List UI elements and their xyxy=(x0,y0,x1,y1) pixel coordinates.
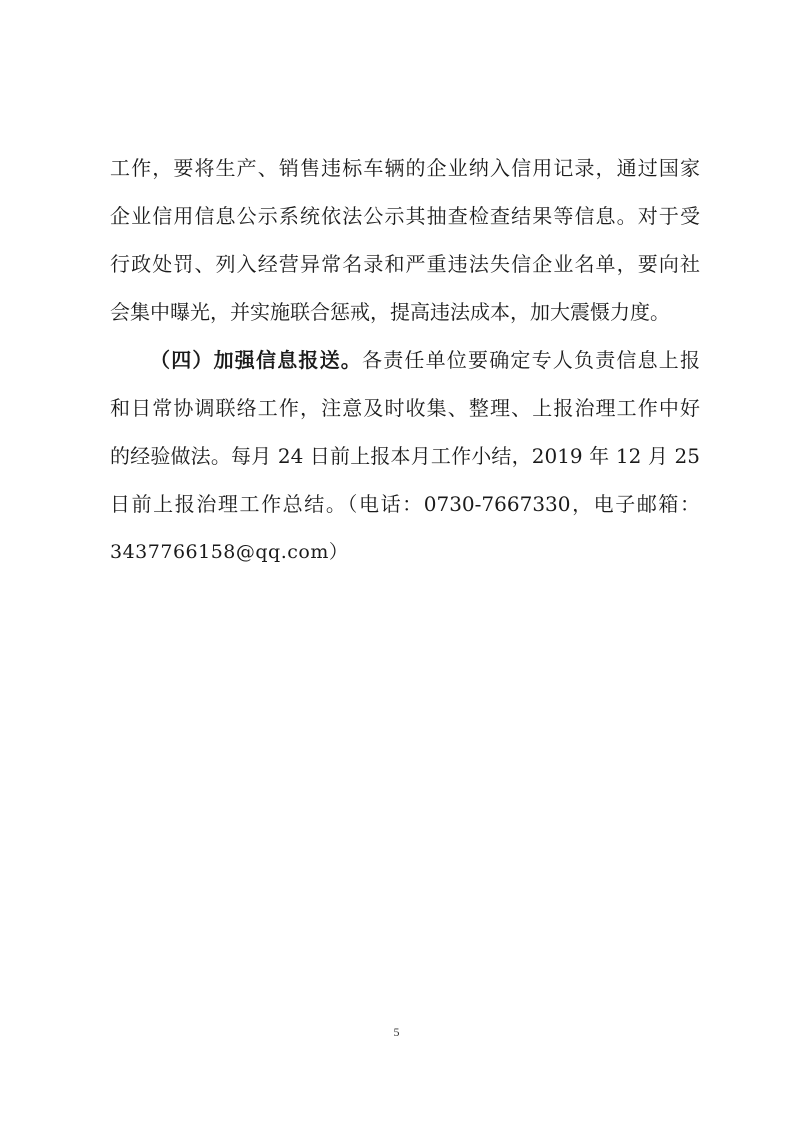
paragraph-line: 行政处罚、列入经营异常名录和严重违法失信企业名单，要向社 xyxy=(110,252,700,276)
paragraph-line: 会集中曝光，并实施联合惩戒，提高违法成本，加大震慑力度。 xyxy=(110,300,670,324)
paragraph-line: 企业信用信息公示系统依法公示其抽查检查结果等信息。对于受 xyxy=(110,204,700,228)
section-heading: （四）加强信息报送。 xyxy=(150,348,362,372)
paragraph-line: 日前上报治理工作总结。（电话：0730-7667330，电子邮箱： xyxy=(110,492,700,516)
body-text xyxy=(110,144,700,576)
page-number: 5 xyxy=(393,1025,400,1039)
section-heading-line xyxy=(110,336,700,384)
paragraph-line: 3437766158@qq.com） xyxy=(110,541,349,563)
paragraph-line: 的经验做法。每月 24 日前上报本月工作小结，2019 年 12 月 25 xyxy=(110,444,700,468)
paragraph-line: 工作，要将生产、销售违标车辆的企业纳入信用记录，通过国家 xyxy=(110,156,700,180)
paragraph-line: 和日常协调联络工作，注意及时收集、整理、上报治理工作中好 xyxy=(110,396,700,420)
paragraph-line-text: 各责任单位要确定专人负责信息上报 xyxy=(362,348,700,372)
